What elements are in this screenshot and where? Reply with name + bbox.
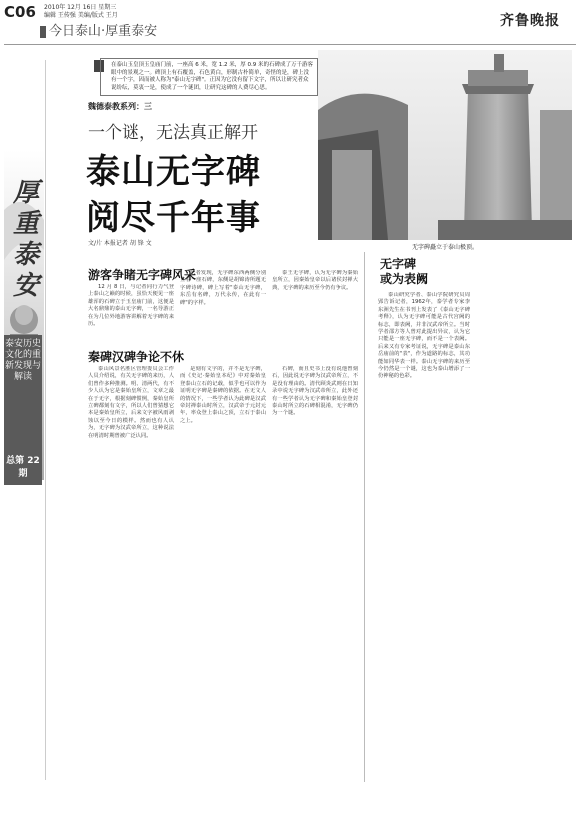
sidebar-headline (380, 257, 428, 287)
vertical-column-title: 厚重泰安 (12, 178, 39, 301)
series-label: 魏德泰教系列：三 (88, 102, 152, 111)
issue-date: 2010年 12月 16日 星期三 (44, 4, 117, 11)
intro-box: 在泰山玉皇顶玉皇庙门前，一座高 6 米，宽 1.2 米，厚 0.9 米的石碑成了万千游客眼中的景观之一。碑顶上有石覆盖，石色黄白，形制古朴简单，奇怪的是，碑上没有一个字，因而被人称为"泰山无字碑"。正因为它没有留下文字，所以让研究者众说纷纭，莫衷一是，使成了一个谜团，让研究这碑的人费尽心思。 (100, 58, 318, 96)
section-1-subhead: 游客争睹无字碑风采 (88, 268, 197, 282)
page-number: C06 (4, 3, 36, 21)
column-tagline: 泰安历史文化的重新发现与解读 (4, 335, 42, 485)
section-title: 今日泰山·厚重泰安 (49, 24, 158, 39)
wordless-stele-photo-icon (318, 50, 572, 240)
newspaper-logo: 齐鲁晚报 (500, 13, 560, 29)
section-2-subhead: 秦碑汉碑争论不休 (88, 350, 185, 364)
stele-photo (318, 50, 572, 240)
section-2-column-1: 泰山风景名胜区管理委员会工作人员介绍说，有关无字碑的来历，人们曾作多种推测。明、清两代，有不少人认为它是秦始皇所立，文章之最在于无字，根据刻碑惯例，秦始皇所立碑都刻有文字，所以人们曾猜想它本是秦始皇所立，后来文字被风雨剥蚀以至今日的模样。然而也有人认为，无字碑为汉武帝所立，这种说法在明清时期曾被广泛认同。 (88, 366, 174, 439)
issue-total-number: 总第 22 期 (6, 456, 40, 479)
photo-caption: 无字碑矗立于泰山极顶。 (412, 244, 479, 251)
section-marker-icon (40, 26, 46, 38)
section-1-column-2: 记者发现，无字碑东西两侧分别立着一座石碑，东侧是胡锦涛所题无字碑诗碑，碑上写着"泰山无字碑，东岳有名碑，万代永传，在此有一碑"的字样。 (180, 270, 266, 306)
section-2-column-2: 是刻有文字的，并不是无字碑，而《史记·秦始皇本纪》中对秦始皇登泰山立石的记载，似乎也可以作为证明无字碑是秦碑的依据。在无文人的情况下，一些学者认为此碑是汉武帝封禅泰山时所立，汉武帝于元封元年，率众登上泰山之顶，立石于泰山之上。 (180, 366, 266, 424)
section-1-column-3: 泰王无字碑，认为无字碑为秦始皇所立，因秦始皇帝以后诸侯封禅大典，无字碑的来历至今仍有争议。 (272, 270, 358, 291)
section-2-column-3: 石碑，而且史书上没有说他曾刻石，因此说无字碑为汉武帝所立，不是没有理由的。清代顾炎武则在日知录中说无字碑为汉武帝所立，此外还有一些学者认为无字碑和秦始皇登封泰山时所立的石碑相混淆，无字碑仍为一个谜。 (272, 366, 358, 417)
kicker-headline: 一个谜，无法真正解开 (88, 123, 258, 143)
header-divider (4, 44, 576, 45)
section-header (40, 26, 200, 40)
main-headline-line-1: 泰山无字碑 (86, 152, 261, 192)
sidebar-body: 泰山研究学者、泰山学院研究员周郢告诉记者，1962年，泰学者专家李东洲先生在书刊上发表了《泰山无字碑考释》，认为无字碑可能是古代宫阙的标志，即表阙，并非汉武帝所立。当时学者邵方等人曾对此提出异议，认为它只能是一座无字碑，而不是一个表阙。后来又有专家考证说，无字碑是泰山东岳庙前的"表"，作为道路的标志，其功能如同华表一样。泰山无字碑的来历至今仍然是一个谜，这也为泰山增添了一份神秘的色彩。 (378, 292, 470, 380)
sidebar-headline-line-2: 或为表阙 (380, 272, 429, 286)
section-1-column-1: 12 月 8 日，与记者同行力气登上泰山之巅的时候，虽恰天便见一座雄浑的石碑立于玉皇庙门前，这便是大名鼎鼎的泰山无字碑，一名导游正在为几位外地游客讲解着无字碑的来历。 (88, 284, 174, 328)
date-line (44, 4, 118, 20)
sidebar-headline-line-1: 无字碑 (380, 257, 417, 271)
left-column-divider (45, 60, 46, 780)
main-headline-line-2: 阅尽千年事 (86, 198, 261, 238)
editor-credit: 编辑 王传强 美编/版式 王月 (44, 12, 118, 19)
sidebar-divider (364, 252, 365, 782)
byline: 文/片 本报记者 胡 锋 文 (88, 240, 152, 247)
